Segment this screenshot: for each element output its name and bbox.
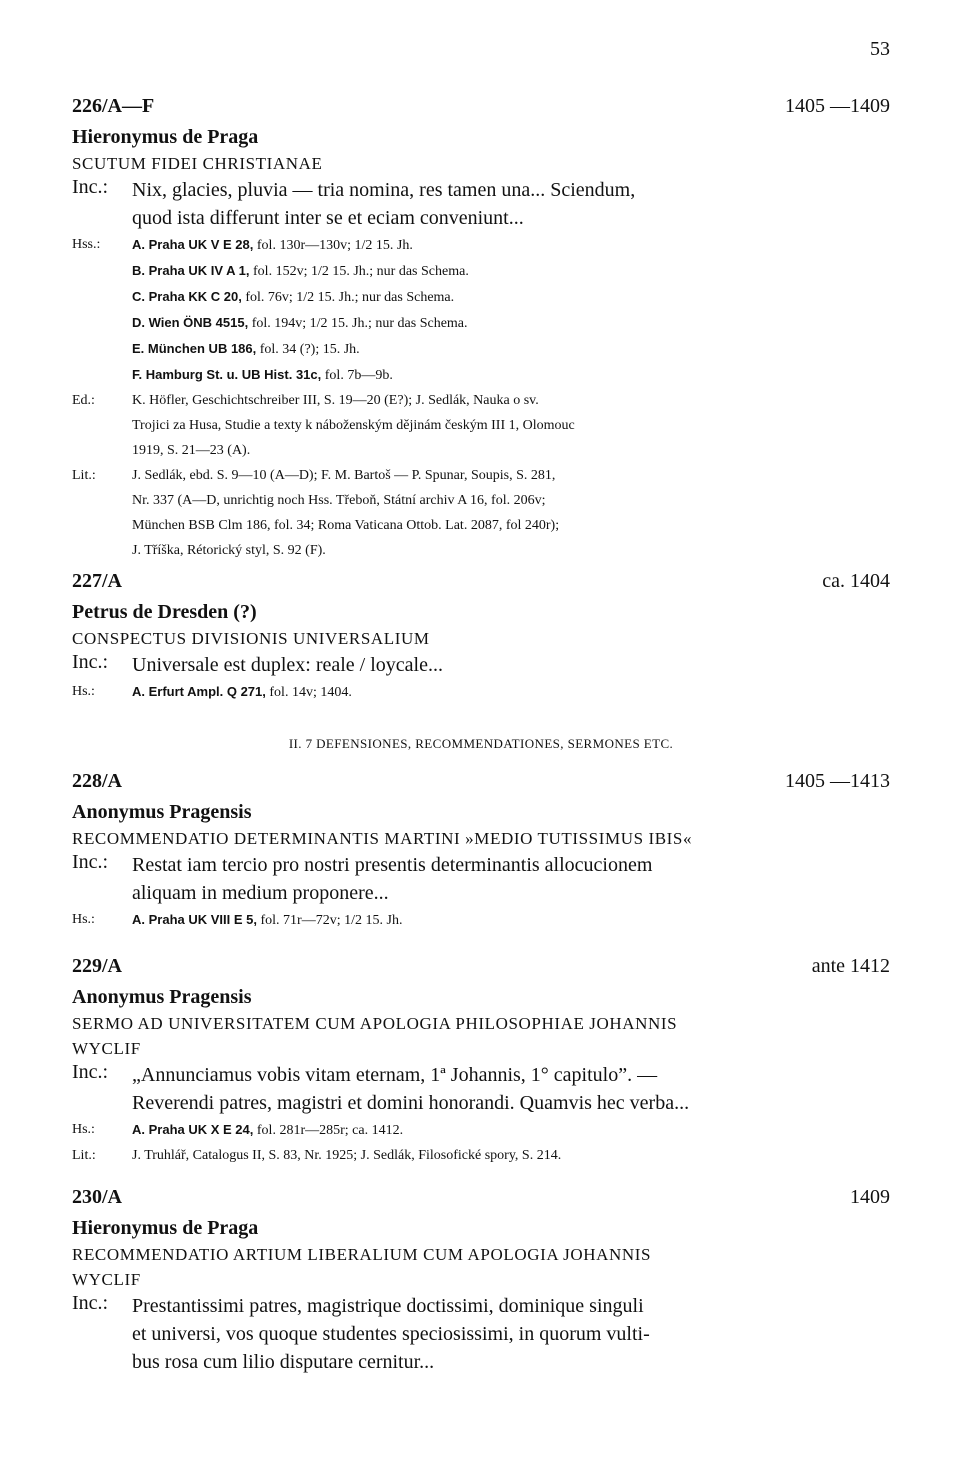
title-line: RECOMMENDATIO ARTIUM LIBERALIUM CUM APOLOGIA JOHANNIS (72, 1245, 652, 1264)
manuscript-item (132, 310, 890, 336)
literature-line: J. Truhlář, Catalogus II, S. 83, Nr. 1925; J. Sedlák, Filosofické spory, S. 214. (132, 1148, 562, 1163)
entry-229 (72, 955, 890, 1168)
manuscript-siglum: E. München UB 186, (132, 341, 257, 356)
entry-author: Hieronymus de Praga (72, 126, 259, 148)
title-line: SERMO AD UNIVERSITATEM CUM APOLOGIA PHILOSOPHIAE JOHANNIS (72, 1014, 678, 1033)
entry-header (72, 770, 890, 798)
entry-header (72, 570, 890, 598)
entry-date: 1405 —1409 (785, 95, 890, 117)
manuscript-details: fol. 194v; 1/2 15. Jh.; nur das Schema. (251, 316, 468, 331)
editions (72, 388, 890, 463)
manuscript-item (132, 258, 890, 284)
entry-228 (72, 770, 890, 933)
incipit (72, 1292, 890, 1376)
manuscript-item (132, 336, 890, 362)
manuscript-siglum: A. Praha UK VIII E 5, (132, 912, 257, 927)
edition-line: K. Höfler, Geschichtschreiber III, S. 19—20 (E?); J. Sedlák, Nauka o sv. (132, 393, 539, 408)
entry-227 (72, 570, 890, 705)
manuscript-item (132, 284, 890, 310)
entry-date: ca. 1404 (822, 570, 890, 592)
incipit-line: Nix, glacies, pluvia — tria nomina, res tamen una... Sciendum, (132, 179, 636, 201)
entry-number: 228/A (72, 770, 122, 792)
manuscript-details: fol. 34 (?); 15. Jh. (259, 342, 360, 357)
literature-label: Lit.: (72, 1148, 96, 1163)
entry-date: ante 1412 (811, 955, 890, 977)
edition-line: 1919, S. 21—23 (A). (132, 443, 251, 458)
literature-line: München BSB Clm 186, fol. 34; Roma Vaticana Ottob. Lat. 2087, fol 240r); (132, 518, 560, 533)
manuscript-item (132, 1117, 890, 1143)
manuscript-details: fol. 281r—285r; ca. 1412. (256, 1123, 404, 1138)
entry-number: 229/A (72, 955, 122, 977)
manuscripts-label: Hs.: (72, 1122, 95, 1137)
incipit-line: Reverendi patres, magistri et domini honorandi. Quamvis hec verba... (132, 1092, 690, 1114)
manuscript-item (132, 232, 890, 258)
literature (72, 1143, 890, 1168)
incipit-label: Inc.: (72, 1292, 109, 1314)
manuscripts-label: Hs.: (72, 684, 95, 699)
page-number: 53 (870, 38, 890, 60)
title-line: WYCLIF (72, 1270, 141, 1289)
incipit-line: Universale est duplex: reale / loycale... (132, 654, 443, 676)
incipit (72, 1061, 890, 1117)
incipit-line: aliquam in medium proponere... (132, 882, 389, 904)
manuscript-siglum: A. Praha UK X E 24, (132, 1122, 254, 1137)
manuscript-siglum: A. Erfurt Ampl. Q 271, (132, 684, 266, 699)
manuscripts (72, 907, 890, 933)
entry-number: 227/A (72, 570, 122, 592)
manuscript-item (132, 362, 890, 388)
title-line: WYCLIF (72, 1039, 141, 1058)
entry-author: Anonymus Pragensis (72, 801, 252, 823)
incipit-label: Inc.: (72, 1061, 109, 1083)
manuscript-item (132, 907, 890, 933)
manuscript-siglum: B. Praha UK IV A 1, (132, 263, 250, 278)
incipit-label: Inc.: (72, 176, 109, 198)
manuscripts (72, 679, 890, 705)
literature-line: J. Tříška, Rétorický styl, S. 92 (F). (132, 543, 326, 558)
incipit-line: Restat iam tercio pro nostri presentis determinantis allocucionem (132, 854, 653, 876)
manuscript-details: fol. 76v; 1/2 15. Jh.; nur das Schema. (245, 290, 455, 305)
manuscripts-label: Hs.: (72, 912, 95, 927)
entry-title (72, 1242, 890, 1292)
entry-date: 1409 (850, 1186, 890, 1208)
entry-date: 1405 —1413 (785, 770, 890, 792)
manuscript-siglum: A. Praha UK V E 28, (132, 237, 254, 252)
manuscript-details: fol. 152v; 1/2 15. Jh.; nur das Schema. (253, 264, 469, 279)
manuscript-details: fol. 7b—9b. (324, 368, 393, 383)
entry-title: CONSPECTUS DIVISIONIS UNIVERSALIUM (72, 629, 430, 648)
entry-author: Anonymus Pragensis (72, 986, 252, 1008)
editions-label: Ed.: (72, 393, 95, 408)
entry-number: 230/A (72, 1186, 122, 1208)
manuscript-details: fol. 14v; 1404. (269, 685, 352, 700)
entry-header (72, 955, 890, 983)
literature-line: J. Sedlák, ebd. S. 9—10 (A—D); F. M. Bartoš — P. Spunar, Soupis, S. 281, (132, 468, 556, 483)
entry-header (72, 95, 890, 123)
entry-number: 226/A—F (72, 95, 155, 117)
incipit-line: „Annunciamus vobis vitam eternam, 1ª Johannis, 1° capitulo”. — (132, 1064, 658, 1086)
manuscript-siglum: C. Praha KK C 20, (132, 289, 242, 304)
manuscript-details: fol. 71r—72v; 1/2 15. Jh. (260, 913, 403, 928)
entry-author: Hieronymus de Praga (72, 1217, 259, 1239)
section-heading: II. 7 DEFENSIONES, RECOMMENDATIONES, SERMONES ETC. (288, 736, 674, 751)
incipit-line: bus rosa cum lilio disputare cernitur... (132, 1351, 435, 1373)
edition-line: Trojici za Husa, Studie a texty k náboženským dějinám českým III 1, Olomouc (132, 418, 575, 433)
entry-header (72, 1186, 890, 1214)
literature-label: Lit.: (72, 468, 96, 483)
incipit (72, 176, 890, 232)
entry-title: SCUTUM FIDEI CHRISTIANAE (72, 154, 323, 173)
manuscripts (72, 232, 890, 388)
manuscript-details: fol. 130r—130v; 1/2 15. Jh. (256, 238, 413, 253)
incipit-label: Inc.: (72, 851, 109, 873)
manuscript-siglum: D. Wien ÖNB 4515, (132, 315, 249, 330)
incipit (72, 851, 890, 907)
incipit-line: et universi, vos quoque studentes speciosissimi, in quorum vulti- (132, 1323, 650, 1345)
entry-226 (72, 95, 890, 563)
manuscript-siglum: F. Hamburg St. u. UB Hist. 31c, (132, 367, 322, 382)
manuscripts (72, 1117, 890, 1143)
manuscript-item (132, 679, 890, 705)
incipit (72, 651, 890, 679)
entry-title: RECOMMENDATIO DETERMINANTIS MARTINI »MEDIO TUTISSIMUS IBIS« (72, 829, 693, 848)
manuscripts-label: Hss.: (72, 237, 101, 252)
entry-author: Petrus de Dresden (?) (72, 601, 257, 623)
incipit-line: quod ista differunt inter se et eciam conveniunt... (132, 207, 524, 229)
incipit-label: Inc.: (72, 651, 109, 673)
entry-230 (72, 1186, 890, 1376)
literature (72, 463, 890, 563)
literature-line: Nr. 337 (A—D, unrichtig noch Hss. Třeboň, Státní archiv A 16, fol. 206v; (132, 493, 546, 508)
entry-title (72, 1011, 890, 1061)
incipit-line: Prestantissimi patres, magistrique doctissimi, dominique singuli (132, 1295, 644, 1317)
